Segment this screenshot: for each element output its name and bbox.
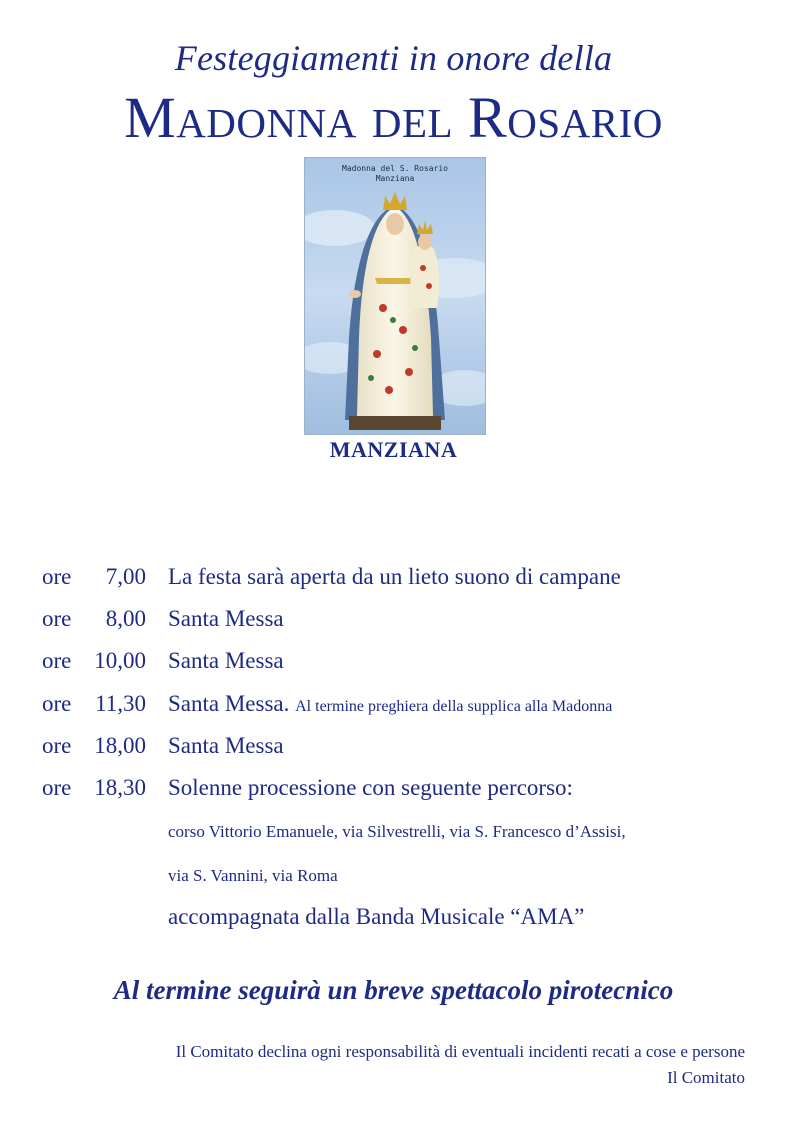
program-time: 8,00 bbox=[105, 606, 146, 631]
program-description: Santa Messa bbox=[168, 648, 284, 673]
image-caption-line2: Manziana bbox=[375, 174, 415, 183]
madonna-image bbox=[304, 157, 486, 435]
program-row bbox=[42, 726, 762, 766]
program-description: Santa Messa bbox=[168, 733, 284, 758]
image-caption bbox=[305, 164, 485, 184]
program-time: 18,30 bbox=[94, 775, 146, 800]
ore-label: ore bbox=[42, 733, 72, 758]
program-row bbox=[42, 768, 762, 808]
ore-label: ore bbox=[42, 648, 72, 673]
page-title bbox=[0, 84, 787, 152]
program-time: 11,30 bbox=[95, 691, 146, 716]
header-subtitle: Festeggiamenti in onore della bbox=[174, 38, 613, 78]
ore-label: ore bbox=[42, 606, 72, 631]
page-title-text: Madonna del Rosario bbox=[124, 85, 663, 150]
program-extra-note: Al termine preghiera della supplica alla Madonna bbox=[295, 698, 613, 715]
program-description: Solenne processione con seguente percorso: bbox=[168, 775, 573, 800]
route-line-2: via S. Vannini, via Roma bbox=[168, 866, 338, 885]
program-row bbox=[42, 599, 762, 639]
program-time: 10,00 bbox=[94, 648, 146, 673]
program-row bbox=[42, 684, 762, 724]
program-row bbox=[42, 641, 762, 681]
signature: Il Comitato bbox=[667, 1068, 745, 1087]
fireworks-announcement: Al termine seguirà un breve spettacolo pirotecnico bbox=[113, 975, 674, 1005]
program-row bbox=[42, 557, 762, 597]
route-line-1: corso Vittorio Emanuele, via Silvestrelli, via S. Francesco d’Assisi, bbox=[168, 822, 626, 841]
disclaimer-text: Il Comitato declina ogni responsabilità di eventuali incidenti recati a cose e persone bbox=[175, 1042, 745, 1061]
ore-label: ore bbox=[42, 564, 72, 589]
program-description: Santa Messa. bbox=[168, 691, 290, 716]
image-caption-line1: Madonna del S. Rosario bbox=[342, 164, 448, 173]
program-description: La festa sarà aperta da un lieto suono di campane bbox=[168, 564, 621, 589]
town-name: MANZIANA bbox=[329, 437, 458, 462]
program-time: 18,00 bbox=[94, 733, 146, 758]
program-description: Santa Messa bbox=[168, 606, 284, 631]
program-description-group bbox=[168, 684, 612, 727]
band-line: accompagnata dalla Banda Musicale “AMA” bbox=[168, 904, 585, 929]
ore-label: ore bbox=[42, 775, 72, 800]
program-time: 7,00 bbox=[105, 564, 146, 589]
ore-label: ore bbox=[42, 691, 72, 716]
madonna-illustration bbox=[305, 158, 485, 434]
